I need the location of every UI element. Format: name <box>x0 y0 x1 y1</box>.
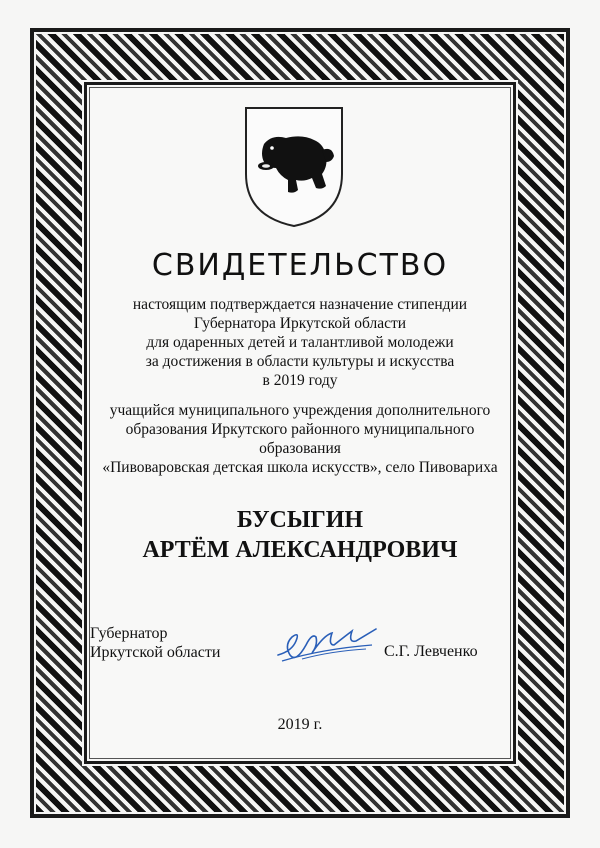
intro-line: для одаренных детей и талантливой молодежи <box>146 334 454 351</box>
intro-line: настоящим подтверждается назначение стипендии <box>132 296 468 313</box>
student-line: образования <box>259 440 341 457</box>
recipient-given-names: АРТЁМ АЛЕКСАНДРОВИЧ <box>142 537 458 563</box>
signatory-title-line: Иркутской области <box>90 644 221 661</box>
student-line: учащийся муниципального учреждения дополнительного <box>109 402 491 419</box>
student-paragraph <box>90 401 510 477</box>
certificate-title: СВИДЕТЕЛЬСТВО <box>151 248 449 283</box>
intro-paragraph <box>90 295 510 390</box>
coat-of-arms-icon <box>242 104 346 230</box>
certificate-date: 2019 г. <box>277 716 323 733</box>
intro-line: в 2019 году <box>262 372 338 389</box>
recipient-surname: БУСЫГИН <box>236 507 364 533</box>
intro-line: за достижения в области культуры и искусства <box>145 353 455 370</box>
student-line: «Пивоваровская детская школа искусств», село Пивовариха <box>102 459 498 476</box>
signatory-title-line: Губернатор <box>90 625 168 642</box>
student-line: образования Иркутского районного муниципального <box>125 421 475 438</box>
signatory-title <box>90 624 220 662</box>
signature-icon <box>272 615 382 670</box>
signatory-name: С.Г. Левченко <box>384 643 478 660</box>
certificate-content <box>90 90 510 760</box>
intro-line: Губернатора Иркутской области <box>193 315 407 332</box>
